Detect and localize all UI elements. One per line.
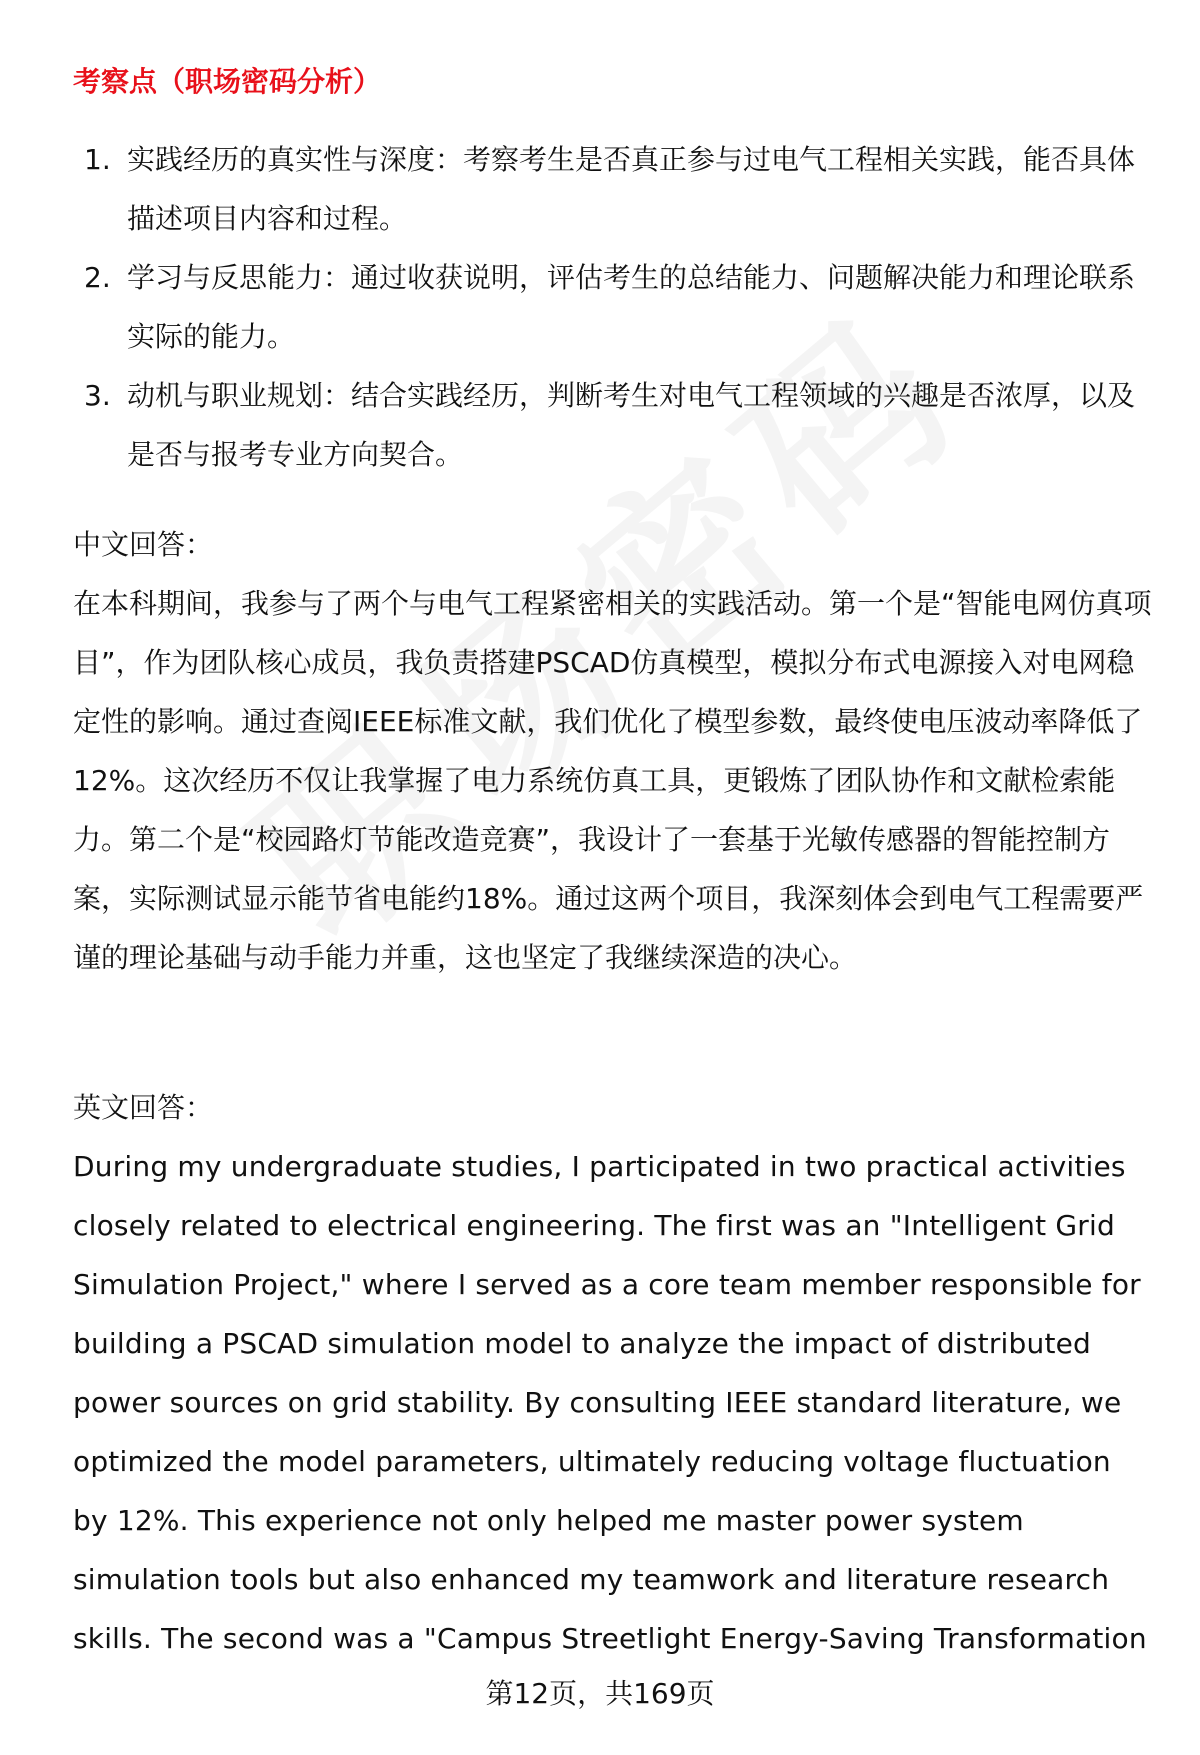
chinese-answer [73, 515, 1153, 987]
assessment-points [84, 130, 1144, 484]
list-number: 2. [84, 261, 111, 294]
english-answer-text: During my undergraduate studies, I participated in two practical activities closely related to electrical engineering. The first was an "Intelligent Grid Simulation Project," where I served as a core team member responsible for building a PSCAD simulation model to analyze the impact of distributed power sources on grid stability. By consulting IEEE standard literature, we optimized the model parameters, ultimately reducing voltage fluctuation by 12%. This experience not only helped me master power system simulation tools but also enhanced my teamwork and literature research skills. The second was a "Campus Streetlight Energy-Saving Transformation [73, 1150, 1147, 1655]
page-number: 第12页，共169页 [485, 1677, 715, 1710]
list-number: 1. [84, 143, 111, 176]
chinese-answer-label: 中文回答： [73, 528, 214, 561]
list-text: 学习与反思能力：通过收获说明，评估考生的总结能力、问题解决能力和理论联系实际的能力。 [127, 261, 1136, 353]
list-number: 3. [84, 379, 111, 412]
english-answer-label: 英文回答： [73, 1091, 214, 1124]
list-item [84, 130, 1144, 248]
section-title: 考察点（职场密码分析） [73, 65, 382, 98]
list-item [84, 366, 1144, 484]
list-item [84, 248, 1144, 366]
chinese-answer-text: 在本科期间，我参与了两个与电气工程紧密相关的实践活动。第一个是“智能电网仿真项目”，作为团队核心成员，我负责搭建PSCAD仿真模型，模拟分布式电源接入对电网稳定性的影响。通过查阅IEEE标准文献，我们优化了模型参数，最终使电压波动率降低了12%。这次经历不仅让我掌握了电力系统仿真工具，更锻炼了团队协作和文献检索能力。第二个是“校园路灯节能改造竞赛”，我设计了一套基于光敏传感器的智能控制方案，实际测试显示能节省电能约18%。通过这两个项目，我深刻体会到电气工程需要严谨的理论基础与动手能力并重，这也坚定了我继续深造的决心。 [73, 587, 1152, 974]
english-answer [73, 1078, 1153, 1668]
list-text: 实践经历的真实性与深度：考察考生是否真正参与过电气工程相关实践，能否具体描述项目内容和过程。 [127, 143, 1136, 235]
list-text: 动机与职业规划：结合实践经历，判断考生对电气工程领域的兴趣是否浓厚，以及是否与报考专业方向契合。 [127, 379, 1136, 471]
